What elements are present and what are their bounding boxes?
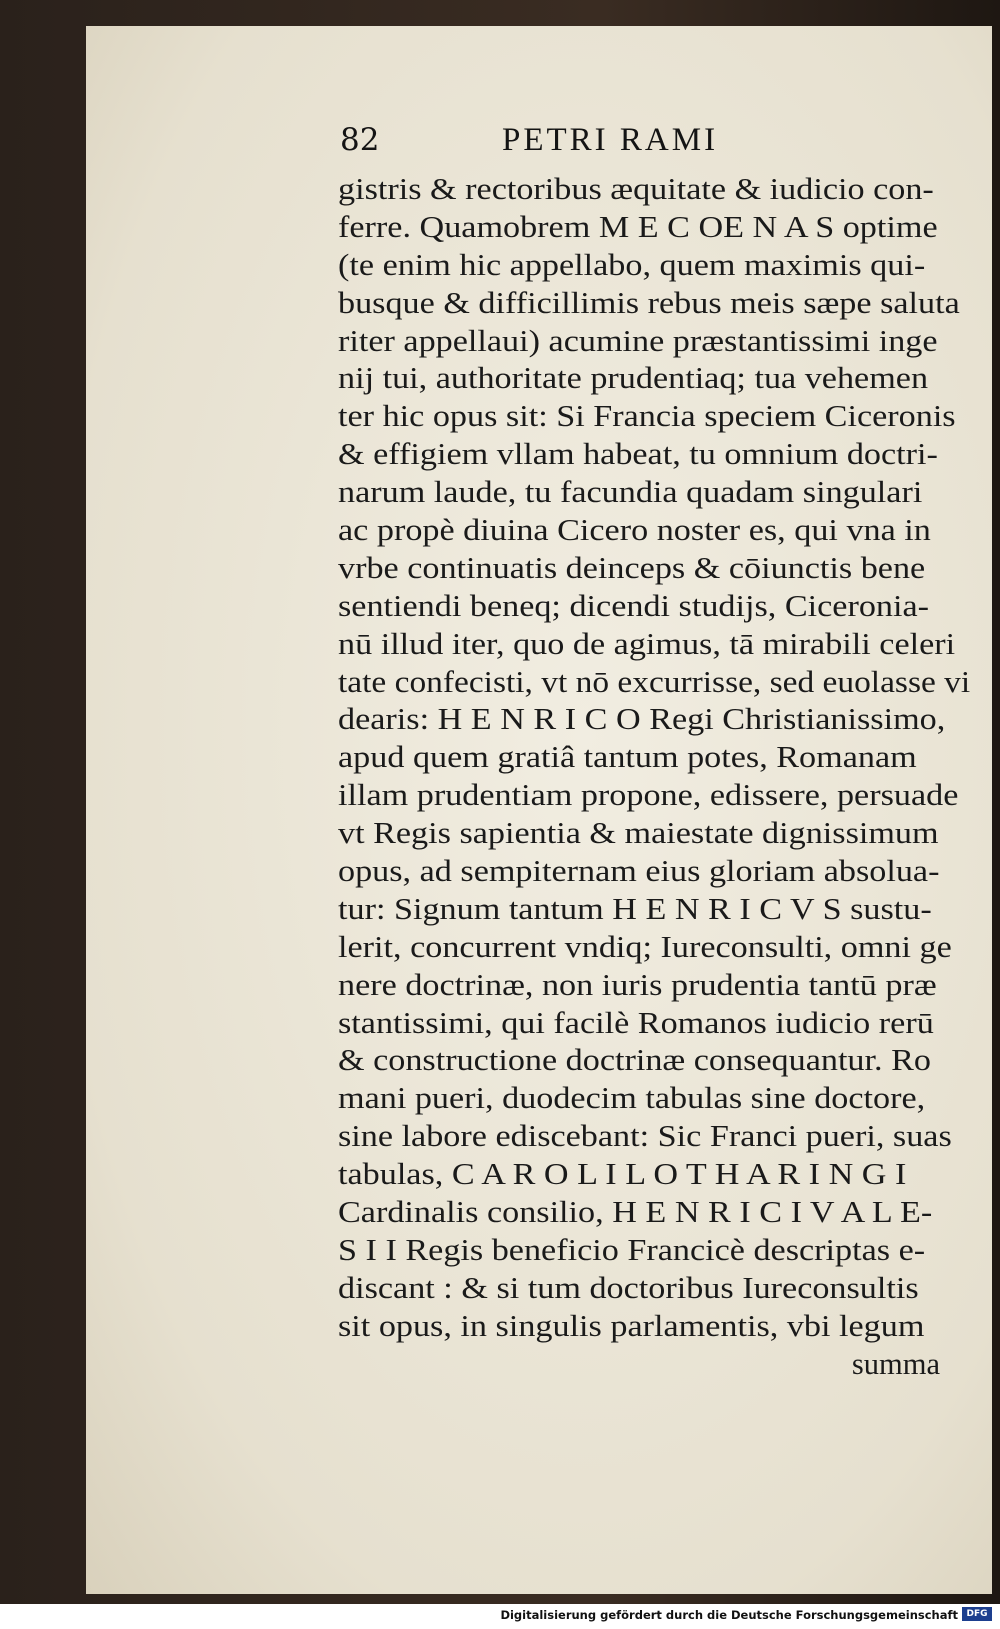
page-header bbox=[340, 122, 800, 168]
text-line: narum laude, tu facundia quadam singulari bbox=[338, 475, 923, 510]
text-line: riter appellaui) acumine præstantissimi inge bbox=[338, 323, 938, 358]
text-line: & constructione doctrinæ consequantur. Ro bbox=[338, 1043, 931, 1078]
text-line: tur: Signum tantum H E N R I C V S sustu- bbox=[338, 891, 932, 926]
text-line: lerit, concurrent vndiq; Iureconsulti, omni ge bbox=[338, 929, 952, 964]
text-line: ter hic opus sit: Si Francia speciem Ciceronis bbox=[338, 399, 956, 434]
text-line: sentiendi beneq; dicendi studijs, Ciceronia- bbox=[338, 588, 930, 623]
text-line: illam prudentiam propone, edissere, persuade bbox=[338, 778, 959, 813]
text-line: nere doctrinæ, non iuris prudentia tantū præ bbox=[338, 967, 937, 1002]
text-line: nū illud iter, quo de agimus, tā mirabili celeri bbox=[338, 626, 956, 661]
text-line: mani pueri, duodecim tabulas sine doctore, bbox=[338, 1081, 926, 1116]
running-head: PETRI RAMI bbox=[502, 122, 719, 158]
text-line: tate confecisti, vt nō excurrisse, sed euolasse vi bbox=[338, 664, 971, 699]
text-line: vt Regis sapientia & maiestate dignissimum bbox=[338, 816, 939, 851]
text-line: opus, ad sempiternam eius gloriam absolua- bbox=[338, 854, 940, 889]
text-line: (te enim hic appellabo, quem maximis qui- bbox=[338, 247, 926, 282]
catchword: summa bbox=[851, 1346, 940, 1381]
text-line: busque & difficillimis rebus meis sæpe saluta bbox=[338, 285, 960, 320]
text-line: dearis: H E N R I C O Regi Christianissimo, bbox=[338, 702, 946, 737]
text-line: discant : & si tum doctoribus Iureconsultis bbox=[338, 1270, 919, 1305]
text-block bbox=[338, 171, 978, 1384]
dfg-logo-icon: DFG bbox=[962, 1607, 992, 1621]
text-line: vrbe continuatis deinceps & cōiunctis bene bbox=[338, 550, 926, 585]
text-line: sine labore ediscebant: Sic Franci pueri, suas bbox=[338, 1119, 952, 1154]
text-line: sit opus, in singulis parlamentis, vbi legum bbox=[338, 1308, 925, 1343]
text-line: S I I Regis beneficio Francicè descriptas e- bbox=[338, 1232, 926, 1267]
text-line: gistris & rectoribus æquitate & iudicio con- bbox=[338, 172, 934, 206]
text-line: ac propè diuina Cicero noster es, qui vna in bbox=[338, 513, 931, 548]
page-number: 82 bbox=[340, 122, 380, 158]
text-line: & effigiem vllam habeat, tu omnium doctri- bbox=[338, 437, 938, 472]
text-line: Cardinalis consilio, H E N R I C I V A L E- bbox=[338, 1195, 933, 1230]
text-line: ferre. Quamobrem M E C OE N A S optime bbox=[338, 209, 938, 244]
text-line: tabulas, C A R O L I L O T H A R I N G I bbox=[338, 1157, 907, 1192]
text-line: apud quem gratiâ tantum potes, Romanam bbox=[338, 740, 917, 775]
text-line: nij tui, authoritate prudentiaq; tua vehemen bbox=[338, 361, 929, 396]
funding-credit: Digitalisierung gefördert durch die Deutsche Forschungsgemeinschaft bbox=[500, 1608, 958, 1622]
text-line: stantissimi, qui facilè Romanos iudicio rerū bbox=[338, 1005, 934, 1040]
